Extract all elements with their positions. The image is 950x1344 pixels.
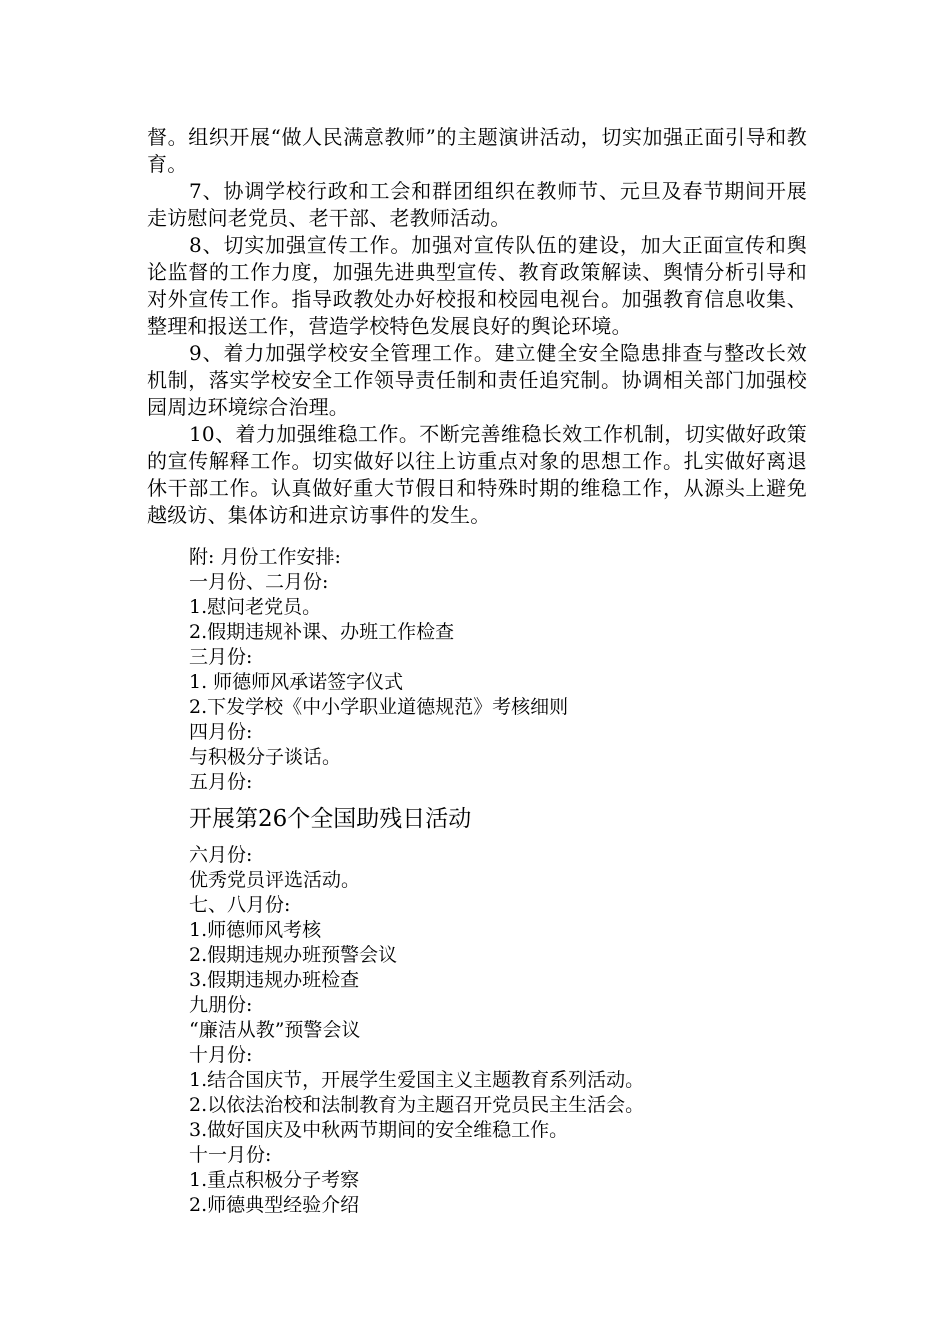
month-heading-jan-feb: 一月份、二月份:: [189, 571, 329, 593]
schedule-item: 1.重点积极分子考察: [189, 1169, 360, 1191]
schedule-item: 1.慰问老党员。: [189, 596, 322, 618]
month-heading-oct: 十月份:: [189, 1044, 253, 1066]
month-heading-nov: 十一月份:: [189, 1144, 272, 1166]
schedule-item-large: 开展第26个全国助残日活动: [189, 806, 472, 832]
schedule-item: 2.假期违规补课、办班工作检查: [189, 621, 455, 643]
month-heading-mar: 三月份:: [189, 646, 253, 668]
appendix-title: 附: 月份工作安排:: [189, 546, 341, 568]
month-heading-jul-aug: 七、八月份:: [189, 894, 291, 916]
schedule-item: 1. 师德师风承诺签字仪式: [189, 671, 404, 693]
schedule-item: 优秀党员评选活动。: [189, 869, 361, 891]
month-heading-apr: 四月份:: [189, 721, 253, 743]
paragraph-continuation: 督。组织开展“做人民满意教师”的主题演讲活动，切实加强正面引导和教育。: [147, 125, 807, 176]
schedule-item: 1.结合国庆节，开展学生爱国主义主题教育系列活动。: [189, 1069, 645, 1091]
schedule-item: 2.师德典型经验介绍: [189, 1194, 360, 1216]
paragraph-item-10: 10、着力加强维稳工作。不断完善维稳长效工作机制，切实做好政策的宣传解释工作。切实做好以往上访重点对象的思想工作。扎实做好离退休干部工作。认真做好重大节假日和特殊时期的维稳工作，从源头上避免越级访、集体访和进京访事件的发生。: [147, 422, 807, 527]
body-text: [147, 124, 807, 529]
schedule-item: 2.以依法治校和法制教育为主题召开党员民主生活会。: [189, 1094, 645, 1116]
schedule-item: “廉洁从教”预警会议: [189, 1019, 361, 1041]
schedule-item: 1.师德师风考核: [189, 919, 322, 941]
paragraph-item-9: 9、着力加强学校安全管理工作。建立健全安全隐患排查与整改长效机制，落实学校安全工作领导责任制和责任追究制。协调相关部门加强校园周边环境综合治理。: [147, 341, 807, 419]
month-heading-jun: 六月份:: [189, 844, 253, 866]
month-heading-may: 五月份:: [189, 771, 253, 793]
month-heading-sep: 九朋份:: [189, 994, 253, 1016]
monthly-schedule: [189, 545, 789, 1218]
schedule-item: 2.假期违规办班预警会议: [189, 944, 398, 966]
schedule-item: 与积极分子谈话。: [189, 746, 342, 768]
schedule-item: 3.做好国庆及中秋两节期间的安全维稳工作。: [189, 1119, 569, 1141]
paragraph-item-7: 7、协调学校行政和工会和群团组织在教师节、元旦及春节期间开展走访慰问老党员、老干部、老教师活动。: [147, 179, 807, 230]
schedule-item: 3.假期违规办班检查: [189, 969, 360, 991]
schedule-item: 2.下发学校《中小学职业道德规范》考核细则: [189, 696, 569, 718]
paragraph-item-8: 8、切实加强宣传工作。加强对宣传队伍的建设，加大正面宣传和舆论监督的工作力度，加强先进典型宣传、教育政策解读、舆情分析引导和对外宣传工作。指导政教处办好校报和校园电视台。加强教育信息收集、整理和报送工作，营造学校特色发展良好的舆论环境。: [147, 233, 807, 338]
